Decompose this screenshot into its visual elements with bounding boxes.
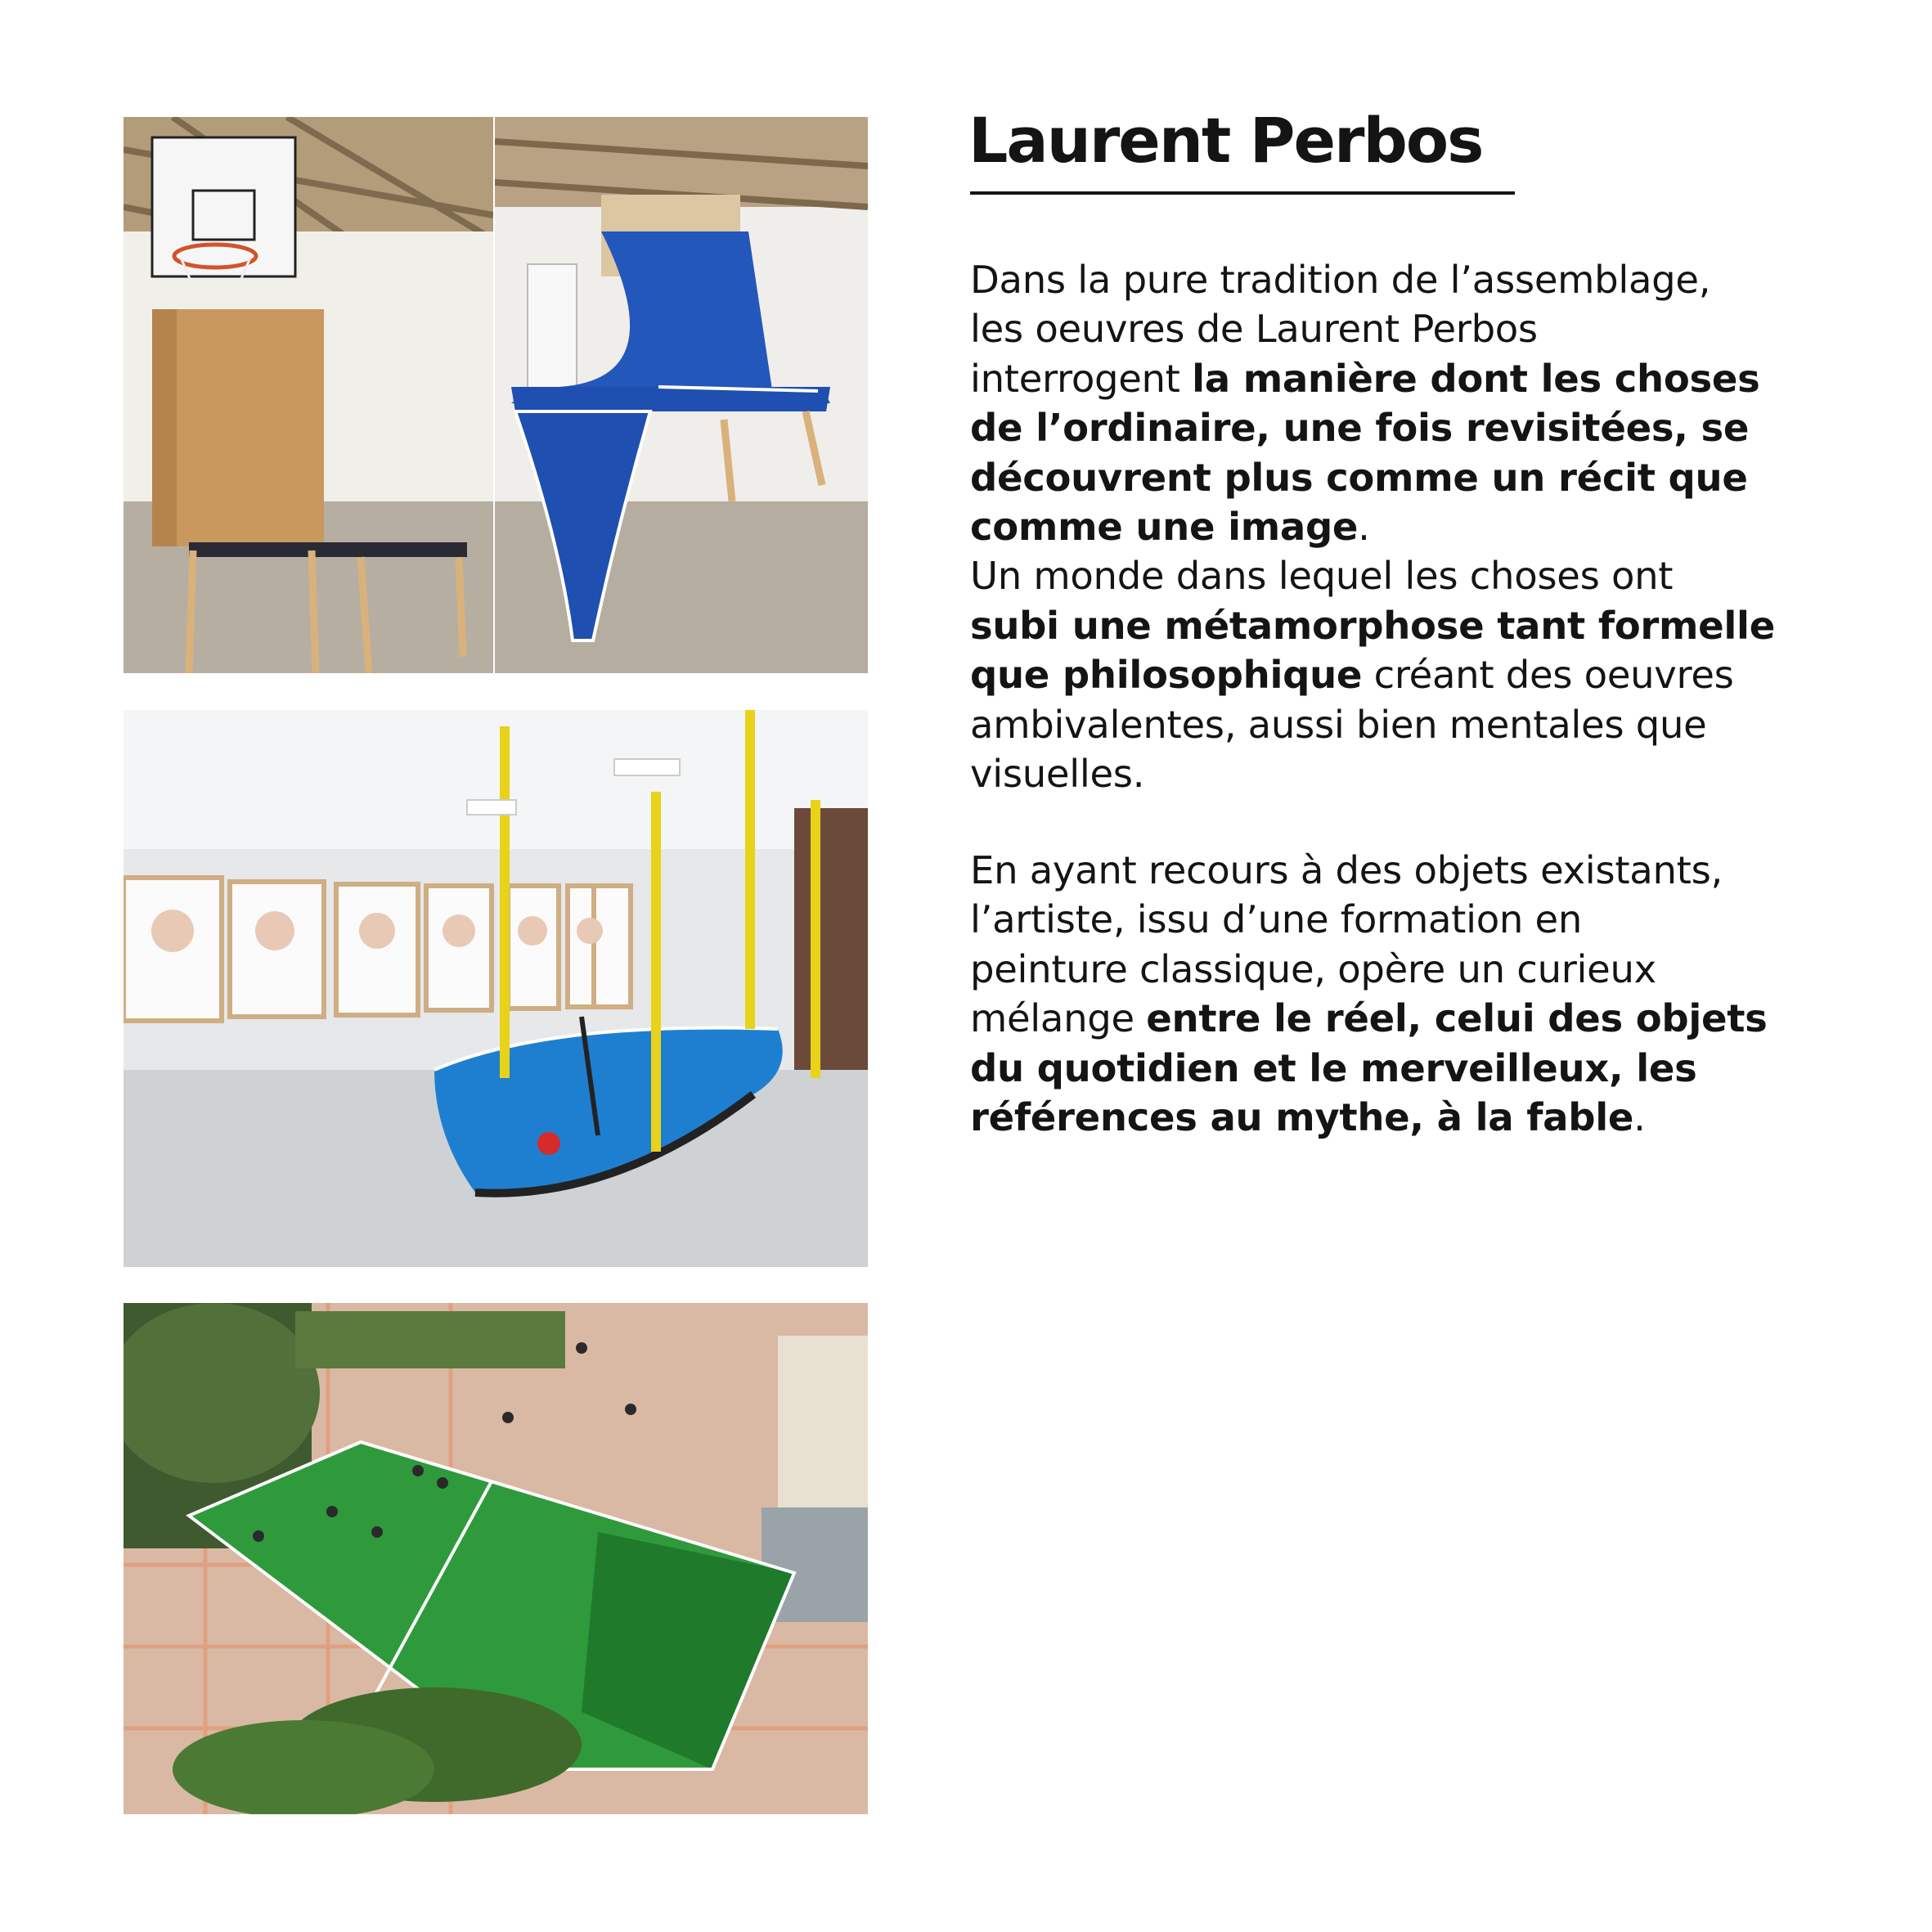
- page-title: Laurent Perbos: [968, 104, 1483, 177]
- body-text: .: [1358, 505, 1370, 550]
- text-line: [970, 453, 1837, 502]
- text-line: [970, 255, 1837, 304]
- emphasis-text: références au mythe, à la fable: [970, 1095, 1634, 1140]
- text-line: [970, 403, 1837, 452]
- emphasis-text: du quotidien et le merveilleux, les: [970, 1045, 1697, 1090]
- body-text: .: [1633, 1095, 1646, 1140]
- body-text: les oeuvres de Laurent Perbos: [970, 307, 1538, 352]
- emphasis-text: comme une image: [970, 505, 1359, 550]
- emphasis-text: la manière dont les choses: [1192, 356, 1760, 401]
- text-line: [970, 650, 1837, 699]
- body-text: interrogent: [970, 356, 1193, 401]
- title-underline: [970, 191, 1515, 195]
- text-line: [970, 994, 1837, 1043]
- text-line: [970, 551, 1837, 600]
- emphasis-text: de l’ordinaire, une fois revisitées, se: [970, 406, 1750, 451]
- body-text: mélange: [970, 996, 1147, 1041]
- text-line: [970, 895, 1837, 944]
- body-text: peinture classique, opère un curieux: [970, 946, 1656, 991]
- body-text: l’artiste, issu d’une formation en: [970, 897, 1582, 942]
- emphasis-text: découvrent plus comme un récit que: [970, 455, 1748, 500]
- text-line: [970, 304, 1837, 353]
- text-line: [970, 1093, 1837, 1142]
- text-line: [970, 846, 1837, 895]
- text-line: [970, 601, 1837, 650]
- photo-curved-ping-pong-table: [495, 117, 868, 673]
- body-text: Un monde dans lequel les choses ont: [970, 554, 1674, 599]
- photo-basketball-table-sculpture: [124, 117, 493, 673]
- body-text: créant des oeuvres: [1362, 653, 1734, 698]
- body-text: En ayant recours à des objets existants,: [970, 848, 1723, 892]
- body-text: ambivalentes, aussi bien mentales que: [970, 702, 1707, 747]
- text-line: [970, 945, 1837, 994]
- body-text: Dans la pure tradition de l’assemblage,: [970, 258, 1711, 302]
- emphasis-text: que philosophique: [970, 653, 1363, 698]
- photo-tennis-court-aerial: [124, 1303, 868, 1814]
- intro-paragraph: [970, 255, 1837, 798]
- text-line: [970, 1044, 1837, 1093]
- second-paragraph: [970, 846, 1837, 1142]
- photo-suspended-ping-pong-table: [124, 710, 868, 1267]
- body-text: visuelles.: [970, 752, 1145, 797]
- text-line: [970, 700, 1837, 749]
- emphasis-text: subi une métamorphose tant formelle: [970, 603, 1775, 648]
- text-line: [970, 502, 1837, 551]
- text-line: [970, 749, 1837, 798]
- text-line: [970, 354, 1837, 403]
- emphasis-text: entre le réel, celui des objets: [1146, 996, 1768, 1041]
